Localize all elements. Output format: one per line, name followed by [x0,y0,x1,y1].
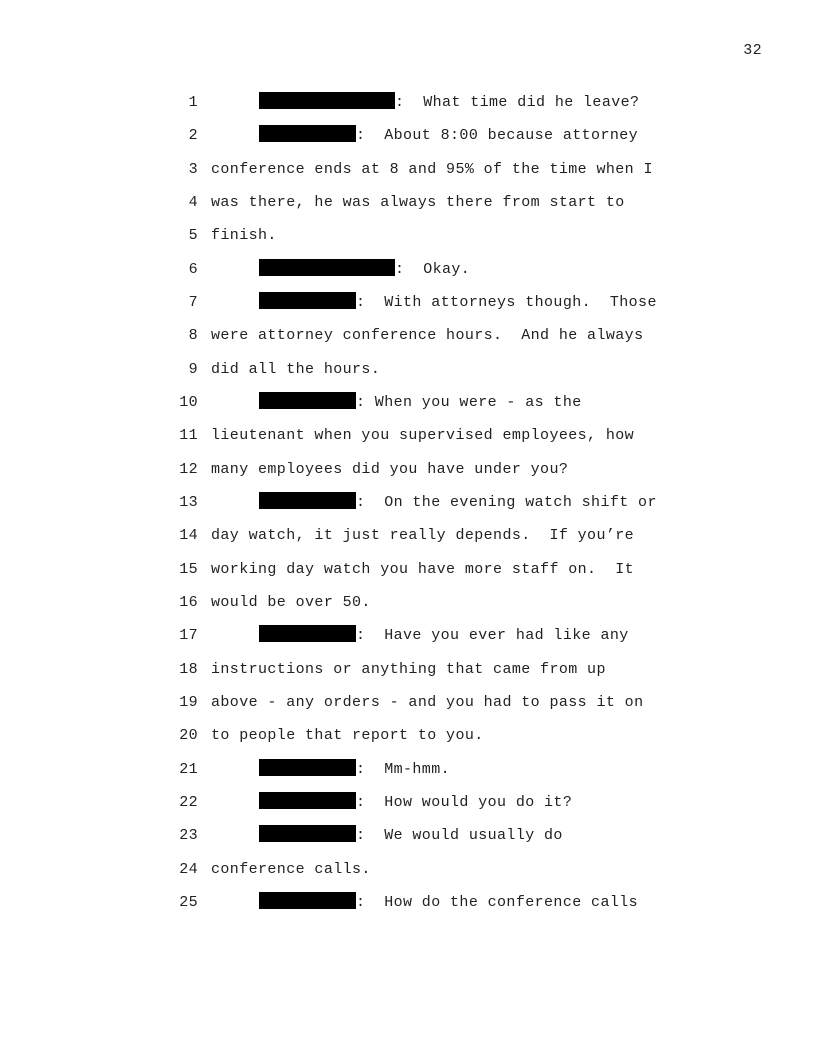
line-content: : Okay. [395,260,471,278]
line-number: 5 [188,227,198,245]
transcript-line [0,353,816,386]
line-number: 16 [179,593,198,611]
speaker-line [259,119,638,152]
line-number: 3 [188,160,198,178]
line-content: would be over 50. [211,593,371,611]
line-text [211,586,371,619]
line-text [211,353,380,386]
line-number: 19 [179,693,198,711]
transcript-line [0,286,816,319]
redacted-speaker-name [259,492,356,509]
transcript-line [0,886,816,919]
transcript-line [0,753,816,786]
redacted-speaker-name [259,259,395,276]
transcript-line [0,253,816,286]
line-text [211,153,653,186]
line-content: : With attorneys though. Those [356,293,657,311]
line-number: 11 [179,427,198,445]
line-text [211,519,634,552]
line-content: : About 8:00 because attorney [356,127,639,145]
line-text [211,719,484,752]
transcript-line [0,619,816,652]
transcript-line [0,386,816,419]
line-number: 25 [179,893,198,911]
line-number: 23 [179,827,198,845]
line-number: 17 [179,627,198,645]
transcript-line [0,819,816,852]
speaker-line [259,753,450,786]
line-content: conference calls. [211,860,371,878]
line-content: : Mm-hmm. [356,760,451,778]
line-text [211,219,277,252]
line-number: 7 [188,293,198,311]
speaker-line [259,253,470,286]
line-text [211,419,634,452]
line-content: above - any orders - and you had to pass it on [211,693,644,711]
line-number: 21 [179,760,198,778]
transcript-line [0,786,816,819]
line-text [211,853,371,886]
transcript-line [0,686,816,719]
redacted-speaker-name [259,625,356,642]
transcript-line [0,86,816,119]
line-number: 12 [179,460,198,478]
speaker-line [259,619,629,652]
line-content: instructions or anything that came from up [211,660,606,678]
line-content: : We would usually do [356,827,563,845]
redacted-speaker-name [259,392,356,409]
line-content: was there, he was always there from start to [211,193,625,211]
redacted-speaker-name [259,92,395,109]
transcript-line [0,119,816,152]
line-text [211,686,643,719]
line-content: : Have you ever had like any [356,627,629,645]
line-content: : How do the conference calls [356,893,639,911]
line-number: 9 [188,360,198,378]
line-number: 14 [179,527,198,545]
redacted-speaker-name [259,825,356,842]
line-number: 20 [179,727,198,745]
redacted-speaker-name [259,892,356,909]
transcript-line [0,419,816,452]
line-number: 4 [188,193,198,211]
line-content: many employees did you have under you? [211,460,569,478]
line-number: 8 [188,327,198,345]
transcript-line [0,653,816,686]
line-number: 13 [179,493,198,511]
line-content: conference ends at 8 and 95% of the time when I [211,160,653,178]
line-content: : On the evening watch shift or [356,493,657,511]
redacted-speaker-name [259,759,356,776]
line-content: : What time did he leave? [395,94,640,111]
line-text [211,319,643,352]
line-content: : How would you do it? [356,793,573,811]
line-number: 18 [179,660,198,678]
transcript-line [0,186,816,219]
line-number: 2 [188,127,198,145]
line-content: did all the hours. [211,360,381,378]
line-content: finish. [211,227,277,245]
speaker-line [259,386,582,419]
transcript-line [0,853,816,886]
line-text [211,186,625,219]
line-content: day watch, it just really depends. If you’re [211,527,635,545]
speaker-line [259,819,563,852]
line-number: 6 [188,260,198,278]
transcript-line [0,453,816,486]
speaker-line [259,886,638,919]
line-number: 22 [179,793,198,811]
line-number: 1 [188,94,198,111]
line-number: 24 [179,860,198,878]
transcript-line [0,519,816,552]
redacted-speaker-name [259,792,356,809]
transcript-line [0,586,816,619]
line-text [211,453,568,486]
transcript-line [0,153,816,186]
transcript-line [0,486,816,519]
line-content: : When you were - as the [356,393,582,411]
speaker-line [259,286,657,319]
page-number: 32 [743,42,762,59]
transcript-line [0,719,816,752]
redacted-speaker-name [259,125,356,142]
line-number: 10 [179,393,198,411]
transcript-body [0,86,816,919]
line-content: lieutenant when you supervised employees, how [211,427,635,445]
transcript-line [0,219,816,252]
speaker-line [259,486,657,519]
line-content: working day watch you have more staff on. It [211,560,635,578]
line-text [211,653,606,686]
line-text [211,553,634,586]
speaker-line [259,86,639,119]
speaker-line [259,786,572,819]
transcript-line [0,553,816,586]
transcript-line [0,319,816,352]
line-content: were attorney conference hours. And he always [211,327,644,345]
line-number: 15 [179,560,198,578]
redacted-speaker-name [259,292,356,309]
line-content: to people that report to you. [211,727,484,745]
